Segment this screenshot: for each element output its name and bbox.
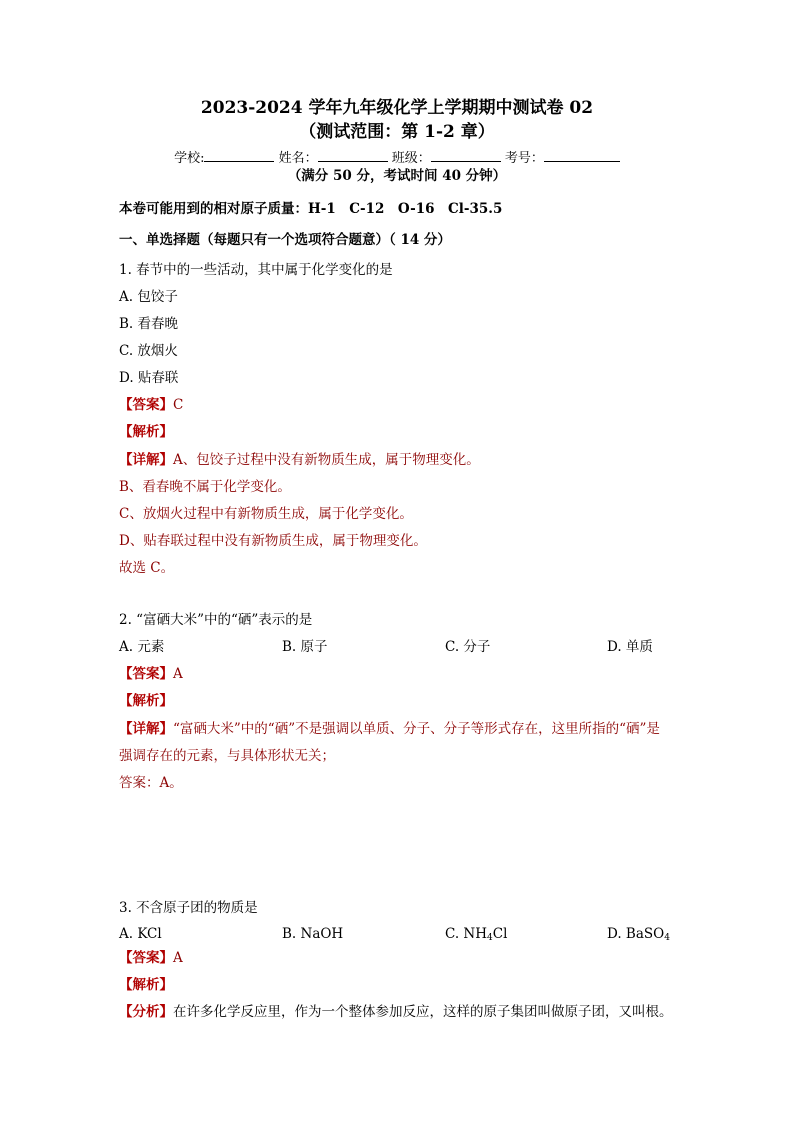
q2-conclusion: 答案：A。	[119, 775, 183, 791]
q2-detail-2: 强调存在的元素，与具体形状无关；	[119, 748, 335, 764]
q1-stem: 1. 春节中的一些活动，其中属于化学变化的是	[119, 262, 393, 278]
name-label: 姓名：	[278, 151, 318, 166]
q2-analysis: 【解析】	[119, 693, 173, 709]
class-blank[interactable]	[431, 148, 501, 162]
q2-answer-value: A	[173, 666, 183, 682]
q3-fenxi: 【分析】在许多化学反应里，作为一个整体参加反应，这样的原子集团叫做原子团，又叫根。	[119, 1004, 673, 1020]
q1-option-d: D. 贴春联	[119, 370, 179, 386]
analysis-tag: 【解析】	[119, 424, 173, 440]
section-title: 一、单选择题（每题只有一个选项符合题意）（ 14 分）	[119, 232, 451, 248]
q3-stem: 3. 不含原子团的物质是	[119, 900, 258, 916]
q2-option-d: D. 单质	[607, 639, 653, 655]
q3-option-b: B. NaOH	[282, 926, 344, 942]
q2-detail-1: 【详解】“富硒大米”中的“硒”不是强调以单质、分子、分子等形式存在，这里所指的“硒”是	[119, 721, 660, 737]
school-blank[interactable]	[204, 148, 274, 162]
answer-tag: 【答案】	[119, 397, 173, 413]
fenxi-tag: 【分析】	[119, 1004, 173, 1020]
exam-title: 2023-2024 学年九年级化学上学期期中测试卷 02	[200, 98, 594, 118]
q2-answer: 【答案】A	[119, 666, 183, 682]
q2-option-a: A. 元素	[119, 639, 165, 655]
q1-detail-1: 【详解】A、包饺子过程中没有新物质生成，属于物理变化。	[119, 452, 480, 468]
name-blank[interactable]	[318, 148, 388, 162]
exam-number-label: 考号：	[504, 151, 544, 166]
q1-detail-2: B、看春晚不属于化学变化。	[119, 479, 291, 495]
class-label: 班级：	[391, 151, 431, 166]
q3-answer-value: A	[173, 950, 183, 966]
q1-detail-4: D、贴春联过程中没有新物质生成，属于物理变化。	[119, 533, 427, 549]
q3-option-d: D. BaSO$_4$	[607, 926, 670, 943]
q3-analysis: 【解析】	[119, 977, 173, 993]
exam-scope: （测试范围：第 1-2 章）	[299, 122, 495, 142]
q2-stem: 2. “富硒大米”中的“硒”表示的是	[119, 612, 313, 628]
detail-tag: 【详解】	[119, 452, 173, 468]
q1-option-a: A. 包饺子	[119, 289, 178, 305]
q3-answer: 【答案】A	[119, 950, 183, 966]
student-info-line	[0, 148, 794, 168]
atomic-mass-note: 本卷可能用到的相对原子质量：H-1 C-12 O-16 Cl-35.5	[119, 201, 503, 217]
q1-analysis	[119, 423, 173, 441]
q2-option-c: C. 分子	[445, 639, 491, 655]
school-label: 学校:	[174, 151, 205, 166]
q1-option-b: B. 看春晚	[119, 316, 179, 332]
score-info: （满分 50 分，考试时间 40 分钟）	[287, 168, 507, 184]
q3-option-c: C. $NH_4Cl$	[445, 926, 508, 943]
exam-number-blank[interactable]	[544, 148, 620, 162]
q3-option-a: A. KCl	[119, 926, 162, 942]
q1-answer-value: C	[173, 397, 184, 413]
q1-detail-3: C、放烟火过程中有新物质生成，属于化学变化。	[119, 506, 413, 522]
q1-option-c: C. 放烟火	[119, 343, 178, 359]
q1-conclusion: 故选 C。	[119, 560, 175, 576]
q2-option-b: B. 原子	[282, 639, 328, 655]
q1-answer	[119, 396, 183, 414]
